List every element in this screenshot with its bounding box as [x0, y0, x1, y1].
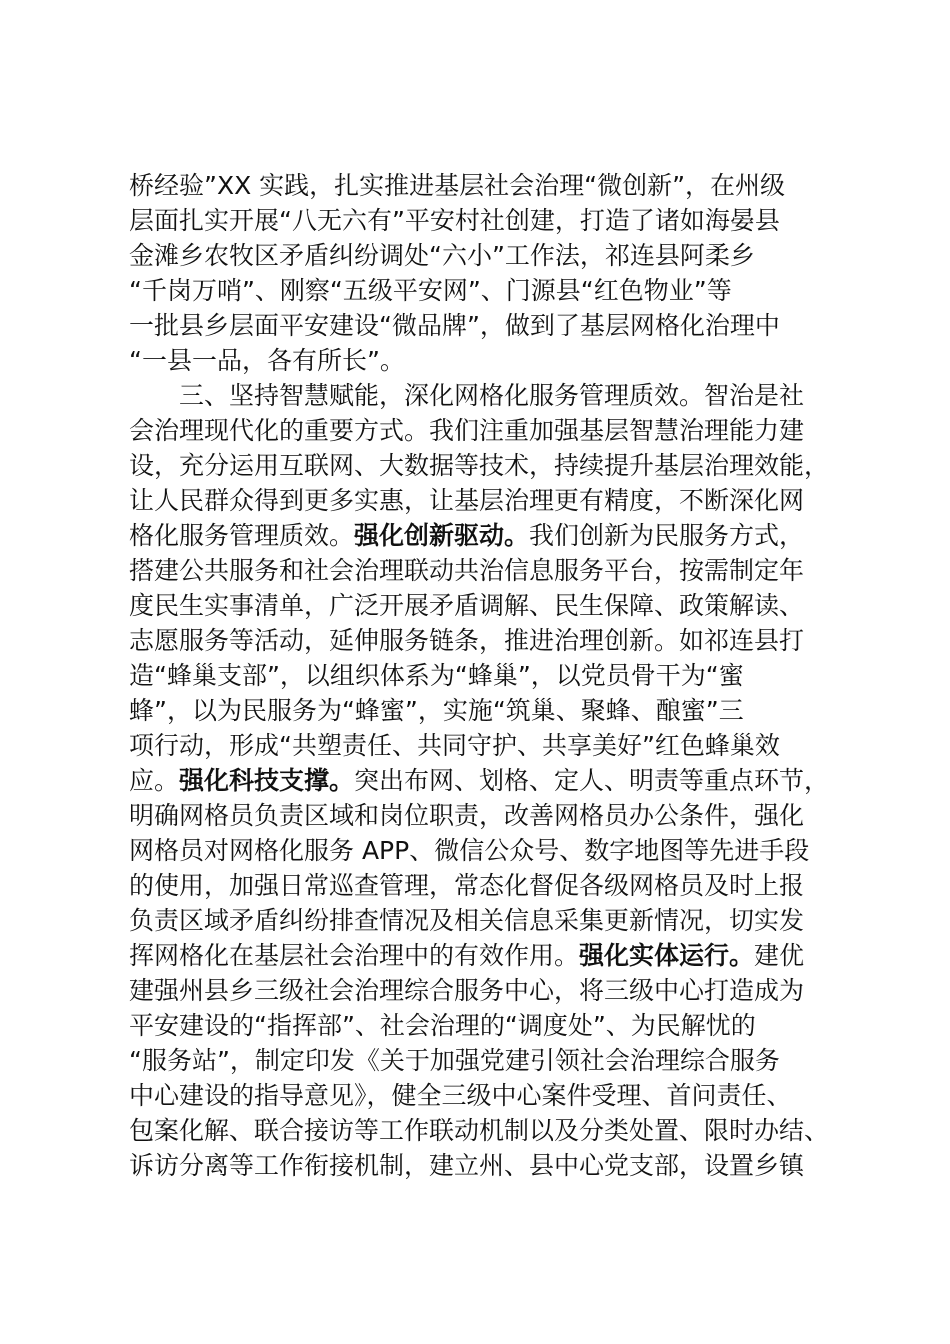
text-line: [129, 1078, 829, 1113]
text-line: [129, 1043, 829, 1078]
text-line: [129, 693, 829, 728]
text-segment: 负责区域矛盾纠纷排查情况及相关信息采集更新情况，切实发: [129, 906, 805, 935]
text-segment: 网格员对网格化服务 APP、微信公众号、数字地图等先进手段: [129, 836, 810, 865]
text-line: [129, 938, 829, 973]
text-segment: 一批县乡层面平安建设“微品牌”，做到了基层网格化治理中: [129, 311, 780, 340]
text-segment: 突出布网、划格、定人、明责等重点环节，: [354, 766, 830, 795]
text-segment: 金滩乡农牧区矛盾纠纷调处“六小”工作法，祁连县阿柔乡: [129, 241, 755, 270]
text-segment: 我们创新为民服务方式，: [529, 521, 805, 550]
text-segment: 的使用，加强日常巡查管理，常态化督促各级网格员及时上报: [129, 871, 805, 900]
text-line: [129, 588, 829, 623]
text-line: [129, 1113, 829, 1148]
text-segment: “服务站”，制定印发《关于加强党建引领社会治理综合服务: [129, 1046, 780, 1075]
text-line: [129, 658, 829, 693]
text-segment: 项行动，形成“共塑责任、共同守护、共享美好”红色蜂巢效: [129, 731, 780, 760]
text-segment: 志愿服务等活动，延伸服务链条，推进治理创新。如祁连县打: [129, 626, 805, 655]
text-line: [129, 1008, 829, 1043]
text-segment: 让人民群众得到更多实惠，让基层治理更有精度，不断深化网: [129, 486, 805, 515]
text-segment: 桥经验”XX 实践，扎实推进基层社会治理“微创新”，在州级: [129, 171, 786, 200]
text-segment: 会治理现代化的重要方式。我们注重加强基层智慧治理能力建: [129, 416, 805, 445]
text-line: [129, 728, 829, 763]
text-segment: 度民生实事清单，广泛开展矛盾调解、民生保障、政策解读、: [129, 591, 805, 620]
text-segment: 层面扎实开展“八无六有”平安村社创建，打造了诸如海晏县: [129, 206, 780, 235]
text-line: [129, 203, 829, 238]
text-line: [129, 308, 829, 343]
text-line: [129, 378, 829, 413]
text-line: [129, 448, 829, 483]
text-line: [129, 623, 829, 658]
text-line: [129, 1148, 829, 1183]
text-line: [129, 763, 829, 798]
text-line: [129, 973, 829, 1008]
text-line: [129, 273, 829, 308]
text-segment: 建优: [754, 941, 805, 970]
text-segment: “千岗万哨”、刚察“五级平安网”、门源县“红色物业”等: [129, 276, 732, 305]
text-segment: 搭建公共服务和社会治理联动共治信息服务平台，按需制定年: [129, 556, 805, 585]
text-line: [129, 868, 829, 903]
text-segment: 蜂”，以为民服务为“蜂蜜”，实施“筑巢、聚蜂、酿蜜”三: [129, 696, 744, 725]
bold-heading-phrase: 强化创新驱动。: [354, 521, 530, 550]
text-segment: 平安建设的“指挥部”、社会治理的“调度处”、为民解忧的: [129, 1011, 756, 1040]
text-line: [129, 168, 829, 203]
text-segment: 中心建设的指导意见》，健全三级中心案件受理、首问责任、: [129, 1081, 792, 1110]
text-segment: 应。: [129, 766, 180, 795]
text-segment: 包案化解、联合接访等工作联动机制以及分类处置、限时办结、: [129, 1116, 830, 1145]
body-text: [129, 168, 829, 1183]
text-line: [129, 553, 829, 588]
text-segment: 三、坚持智慧赋能，深化网格化服务管理质效。智治是社: [129, 381, 805, 410]
text-line: [129, 833, 829, 868]
text-segment: 建强州县乡三级社会治理综合服务中心，将三级中心打造成为: [129, 976, 805, 1005]
text-line: [129, 483, 829, 518]
text-segment: 格化服务管理质效。: [129, 521, 355, 550]
text-segment: 挥网格化在基层社会治理中的有效作用。: [129, 941, 580, 970]
text-line: [129, 798, 829, 833]
text-line: [129, 903, 829, 938]
text-segment: 明确网格员负责区域和岗位职责，改善网格员办公条件，强化: [129, 801, 805, 830]
text-segment: 设，充分运用互联网、大数据等技术，持续提升基层治理效能，: [129, 451, 830, 480]
text-segment: “一县一品，各有所长”。: [129, 346, 405, 375]
text-line: [129, 518, 829, 553]
text-segment: 诉访分离等工作衔接机制，建立州、县中心党支部，设置乡镇: [129, 1151, 805, 1180]
text-line: [129, 343, 829, 378]
bold-heading-phrase: 强化实体运行。: [579, 941, 755, 970]
text-line: [129, 413, 829, 448]
text-line: [129, 238, 829, 273]
text-segment: 造“蜂巢支部”，以组织体系为“蜂巢”，以党员骨干为“蜜: [129, 661, 744, 690]
bold-heading-phrase: 强化科技支撑。: [179, 766, 355, 795]
